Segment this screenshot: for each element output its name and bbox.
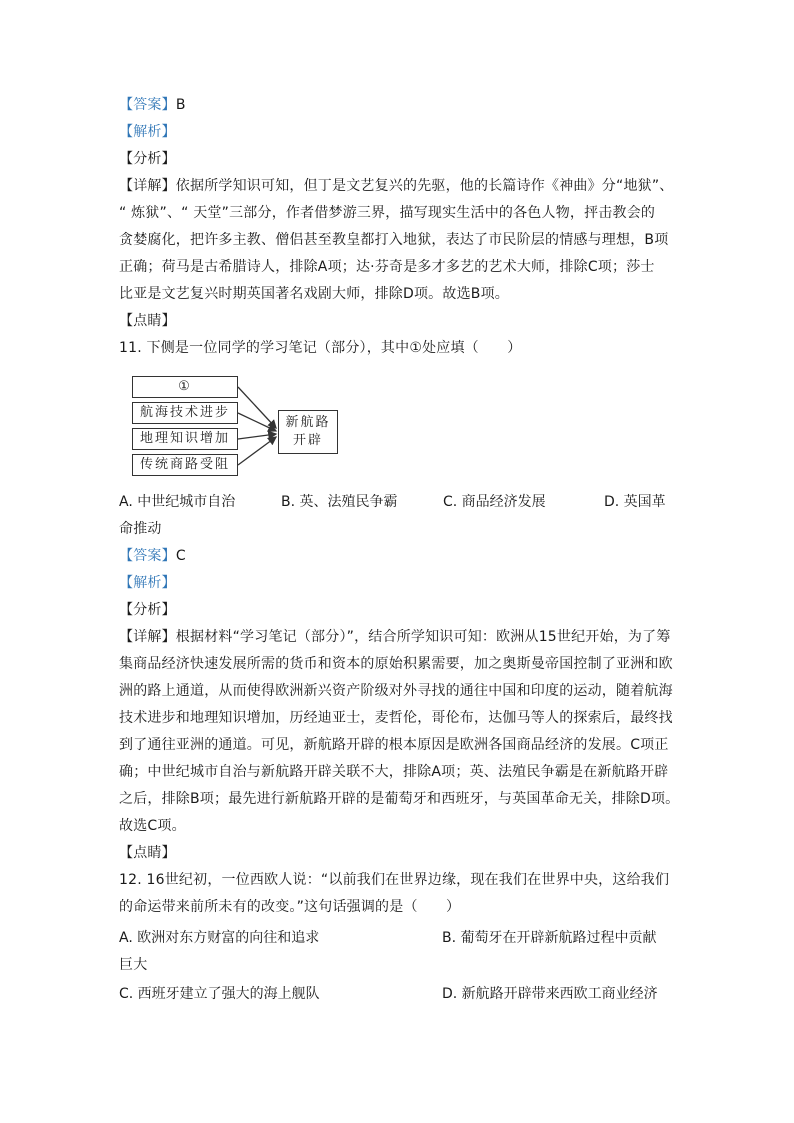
q11-option-c: C. 商品经济发展 [443,494,546,510]
answer-label: 【答案】 [119,548,176,564]
diagram-cause-box: 传统商路受阻 [132,454,238,476]
diagram-cause-box: 地理知识增加 [132,428,238,450]
q10-detail-line: 【详解】依据所学知识可知，但丁是文艺复兴的先驱，他的长篇诗作《神曲》分“地狱”、 [119,178,674,194]
q11-detail-line: 【详解】根据材料“学习笔记（部分）”，结合所学知识可知：欧洲从15世纪开始，为了筹 [119,629,671,645]
q11-stem: 11. 下侧是一位同学的学习笔记（部分），其中①处应填（ ） [119,340,522,356]
q12-option-b: B. 葡萄牙在开辟新航路过程中贡献 [442,930,657,946]
q12-stem-line: 12. 16世纪初，一位西欧人说：“以前我们在世界边缘，现在我们在世界中央，这给我们 [119,872,670,888]
q12-option-d: D. 新航路开辟带来西欧工商业经济 [442,986,658,1002]
q10-detail-line: 比亚是文艺复兴时期英国著名戏剧大师，排除D项。故选B项。 [119,286,509,302]
q11-detail-line: 技术进步和地理知识增加，历经迪亚士，麦哲伦，哥伦布，达伽马等人的探索后，最终找 [119,710,673,726]
diagram-result-line: 开辟 [292,433,323,448]
q10-detail-line: 正确；荷马是古希腊诗人，排除A项；达·芬奇是多才多艺的艺术大师，排除C项；莎士 [119,259,655,275]
q10-analysis-label: 【解析】 [119,124,176,140]
q12-stem-line: 的命运带来前所未有的改变。”这句话强调的是（ ） [119,899,461,915]
answer-label: 【答案】 [119,97,176,113]
q10-detail-line: 贪婪腐化，把许多主教、僧侣甚至教皇都打入地狱，表达了市民阶层的情感与理想，B项 [119,232,669,248]
q10-detail-line: “ 炼狱”、“ 天堂”三部分，作者借梦游三界，描写现实生活中的各色人物，抨击教会的 [119,205,656,221]
q10-fenxi-label: 【分析】 [119,151,176,167]
q11-detail-line: 集商品经济快速发展所需的货币和资本的原始积累需要，加之奥斯曼帝国控制了亚洲和欧 [119,656,673,672]
q11-detail-line: 到了通往亚洲的通道。可见，新航路开辟的根本原因是欧洲各国商品经济的发展。C项正 [119,737,669,753]
answer-value: C [175,548,186,564]
q11-dianjing-label: 【点睛】 [119,845,176,861]
arrow-icon [238,434,276,439]
q12-option-c: C. 西班牙建立了强大的海上舰队 [119,986,320,1002]
diagram-cause-box-blank: ① [132,376,238,398]
q11-detail-line: 确；中世纪城市自治与新航路开辟关联不大，排除A项；英、法殖民争霸是在新航路开辟 [119,764,669,780]
q11-analysis-label: 【解析】 [119,575,176,591]
q11-detail-line: 之后，排除B项；最先进行新航路开辟的是葡萄牙和西班牙，与英国革命无关，排除D项。 [119,791,680,807]
diagram-cause-box: 航海技术进步 [132,402,238,424]
answer-value: B [175,97,186,113]
q11-option-d-cont: 命推动 [119,521,162,537]
q11-option-a: A. 中世纪城市自治 [119,494,236,510]
diagram-arrows [128,372,348,484]
q11-study-notes-diagram [128,372,348,484]
q11-fenxi-label: 【分析】 [119,602,176,618]
q10-dianjing-label: 【点睛】 [119,313,176,329]
q11-detail-line: 洲的路上通道，从而使得欧洲新兴资产阶级对外寻找的通往中国和印度的运动，随着航海 [119,683,673,699]
q11-option-b: B. 英、法殖民争霸 [281,494,398,510]
q11-option-d: D. 英国革 [604,494,666,510]
q10-answer [119,96,186,114]
diagram-result-line: 新航路 [285,415,331,430]
q11-detail-line: 故选C项。 [119,818,186,834]
q11-answer [119,547,186,565]
q12-option-a: A. 欧洲对东方财富的向往和追求 [119,930,320,946]
arrow-icon [238,437,276,465]
q12-option-b-cont: 巨大 [119,957,148,973]
